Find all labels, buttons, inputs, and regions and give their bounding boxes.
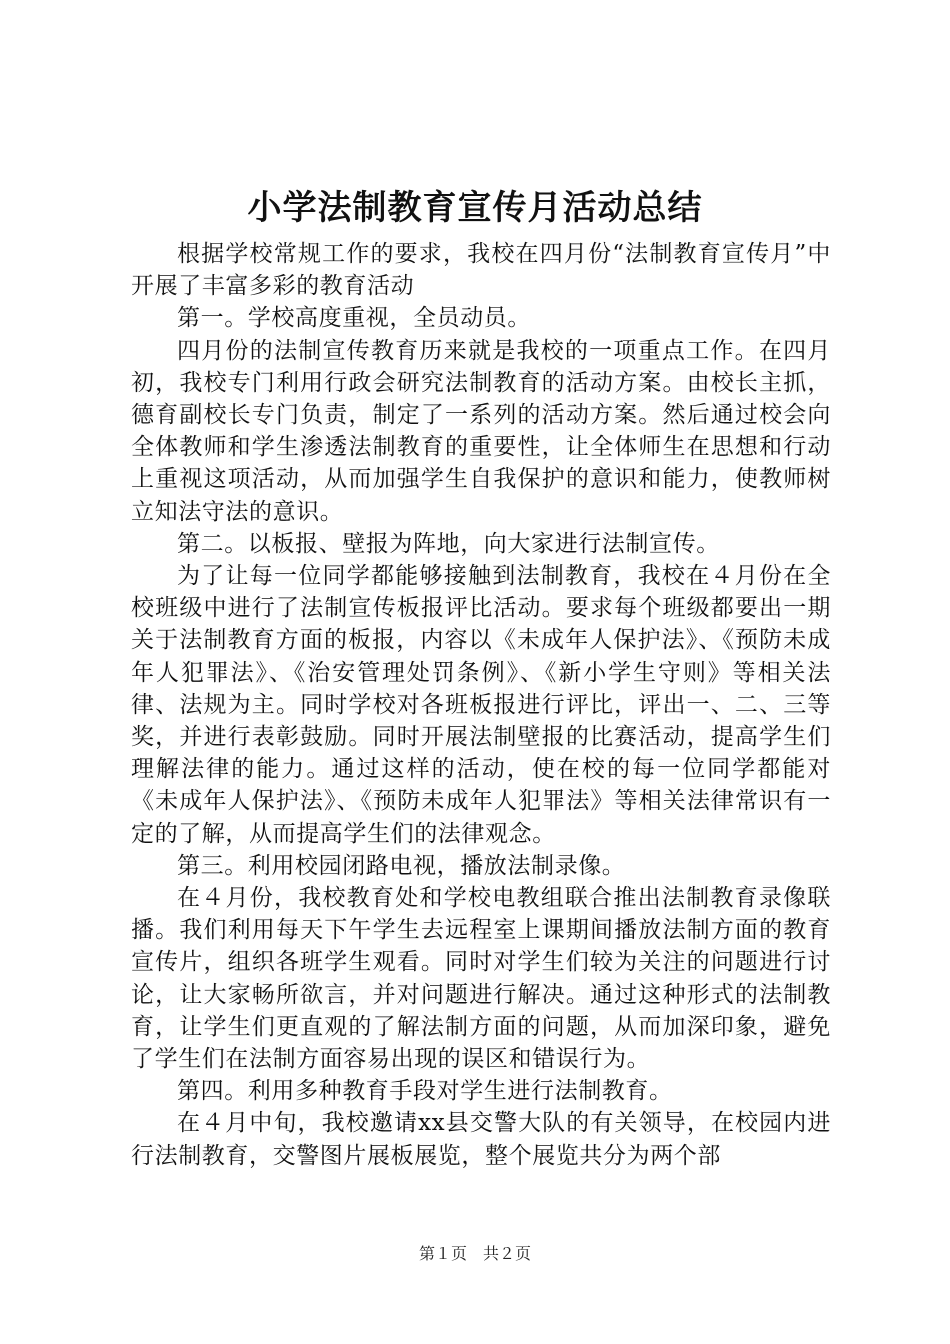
paragraph-section-2: 为了让每一位同学都能够接触到法制教育，我校在４月份在全校班级中进行了法制宣传板报评比活动。要求每个班级都要出一期关于法制教育方面的板报，内容以《未成年人保护法》、《预防未成年人犯罪法》、《治安管理处罚条例》、《新小学生守则》等相关法律、法规为主。同时学校对各班板报进行评比，评出一、二、三等奖，并进行表彰鼓励。同时开展法制壁报的比赛活动，提高学生们理解法律的能力。通过这样的活动，使在校的每一位同学都能对《未成年人保护法》、《预防未成年人犯罪法》等相关法律常识有一定的了解，从而提高学生们的法律观念。 — [131, 563, 831, 847]
heading-section-2: 第二。以板报、壁报为阵地，向大家进行法制宣传。 — [177, 530, 720, 557]
document-body — [131, 238, 831, 1172]
paragraph-section-1: 四月份的法制宣传教育历来就是我校的一项重点工作。在四月初，我校专门利用行政会研究法制教育的活动方案。由校长主抓，德育副校长专门负责，制定了一系列的活动方案。然后通过校会向全体教师和学生渗透法制教育的重要性，让全体师生在思想和行动上重视这项活动，从而加强学生自我保护的意识和能力，使教师树立知法守法的意识。 — [131, 337, 831, 525]
heading-section-4: 第四。利用多种教育手段对学生进行法制教育。 — [177, 1078, 673, 1105]
document-title: 小学法制教育宣传月活动总结 — [247, 188, 703, 228]
heading-section-1: 第一。学校高度重视，全员动员。 — [177, 305, 531, 332]
paragraph-section-4: 在４月中旬，我校邀请xx县交警大队的有关领导，在校园内进行法制教育，交警图片展板展览，整个展览共分为两个部 — [131, 1110, 831, 1169]
paragraph-section-3: 在４月份，我校教育处和学校电教组联合推出法制教育录像联播。我们利用每天下午学生去远程室上课期间播放法制方面的教育宣传片，组织各班学生观看。同时对学生们较为关注的问题进行讨论，让大家畅所欲言，并对问题进行解决。通过这种形式的法制教育，让学生们更直观的了解法制方面的问题，从而加深印象，避免了学生们在法制方面容易出现的误区和错误行为。 — [131, 885, 831, 1073]
paragraph-intro: 根据学校常规工作的要求，我校在四月份“法制教育宣传月”中开展了丰富多彩的教育活动 — [131, 241, 831, 300]
heading-section-3: 第三。利用校园闭路电视，播放法制录像。 — [177, 852, 626, 879]
page-number-footer: 第１页 共２页 — [418, 1244, 531, 1263]
